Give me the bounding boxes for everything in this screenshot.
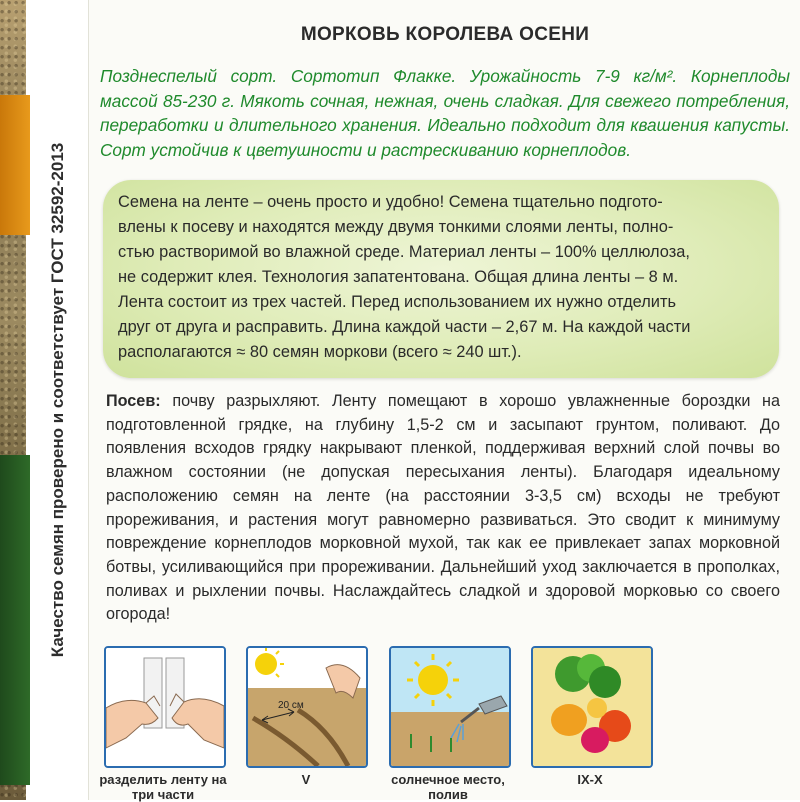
tape-info-line: располагаются ≈ 80 семян моркови (всего ≈ 240 шт.). [118, 343, 522, 361]
gost-certification-text: Качество семян проверено и соответствует ГОСТ 32592-2013 [48, 142, 67, 658]
furrow-sowing-icon [246, 646, 368, 768]
pictogram-caption: солнечное место, полив [391, 772, 505, 802]
tape-info-line: влены к посеву и находятся между двумя тонкими слоями ленты, полно- [118, 218, 674, 236]
pictogram-caption: IX-X [577, 772, 603, 787]
tape-info-line: стью растворимой во влажной среде. Материал ленты – 100% целлюлоза, [118, 243, 690, 261]
distance-label: 20 см [278, 700, 304, 711]
tape-info-line: друг от друга и расправить. Длина каждой части – 2,67 м. На каждой части [118, 318, 691, 336]
tape-info-line: Семена на ленте – очень просто и удобно! Семена тщательно подгото- [118, 193, 663, 211]
pictogram-caption: V [301, 772, 311, 787]
orange-band [0, 95, 30, 235]
product-title: МОРКОВЬ КОРОЛЕВА ОСЕНИ [300, 24, 590, 45]
sowing-label: Посев: [106, 392, 161, 410]
tape-info-line: Лента состоит из трех частей. Перед использованием их нужно отделить [118, 293, 677, 311]
vegetables-harvest-icon [531, 646, 653, 768]
sowing-instructions [106, 390, 780, 627]
green-band [0, 455, 30, 785]
pictogram-caption: разделить ленту на три части [99, 772, 227, 802]
hands-tape-icon [104, 646, 226, 768]
tape-info-line: не содержит клея. Технология запатентована. Общая длина ленты – 8 м. [118, 268, 679, 286]
variety-description: Позднеспелый сорт. Сортотип Флакке. Урожайность 7-9 кг/м². Корнеплоды массой 85-230 г. Мякоть сочная, нежная, очень сладкая. Для свежего потребления, переработки и длительного хранения. Идеально подходит для квашения капусты. Сорт устойчив к цветушности и растрескиванию корнеплодов. [100, 66, 790, 160]
sun-watering-icon [389, 646, 511, 768]
sowing-text: почву разрыхляют. Ленту помещают в хорошо увлажненные бороздки на подготовленной грядке, на глубину 1,5-2 см и засыпают грунтом, поливают. До появления всходов грядку накрывают пленкой, поддерживая верхний слой почвы во влажном состоянии (не допуская пересыхания ленты). Благодаря идеальному расположению семян на ленте (на расстоянии 3-3,5 см) всходы не требуют прореживания, и растения могут равномерно развиваться. Это сводит к минимуму повреждение корнеплодов морковной мухой, так как ее привлекает запах морковной ботвы, усиливающийся при прореживании. Дальнейший уход заключается в прополках, поливах и рыхлении почвы. Наслаждайтесь сладкой и здоровой морковью со своего огорода! [106, 392, 780, 624]
tape-info-text [118, 190, 768, 365]
